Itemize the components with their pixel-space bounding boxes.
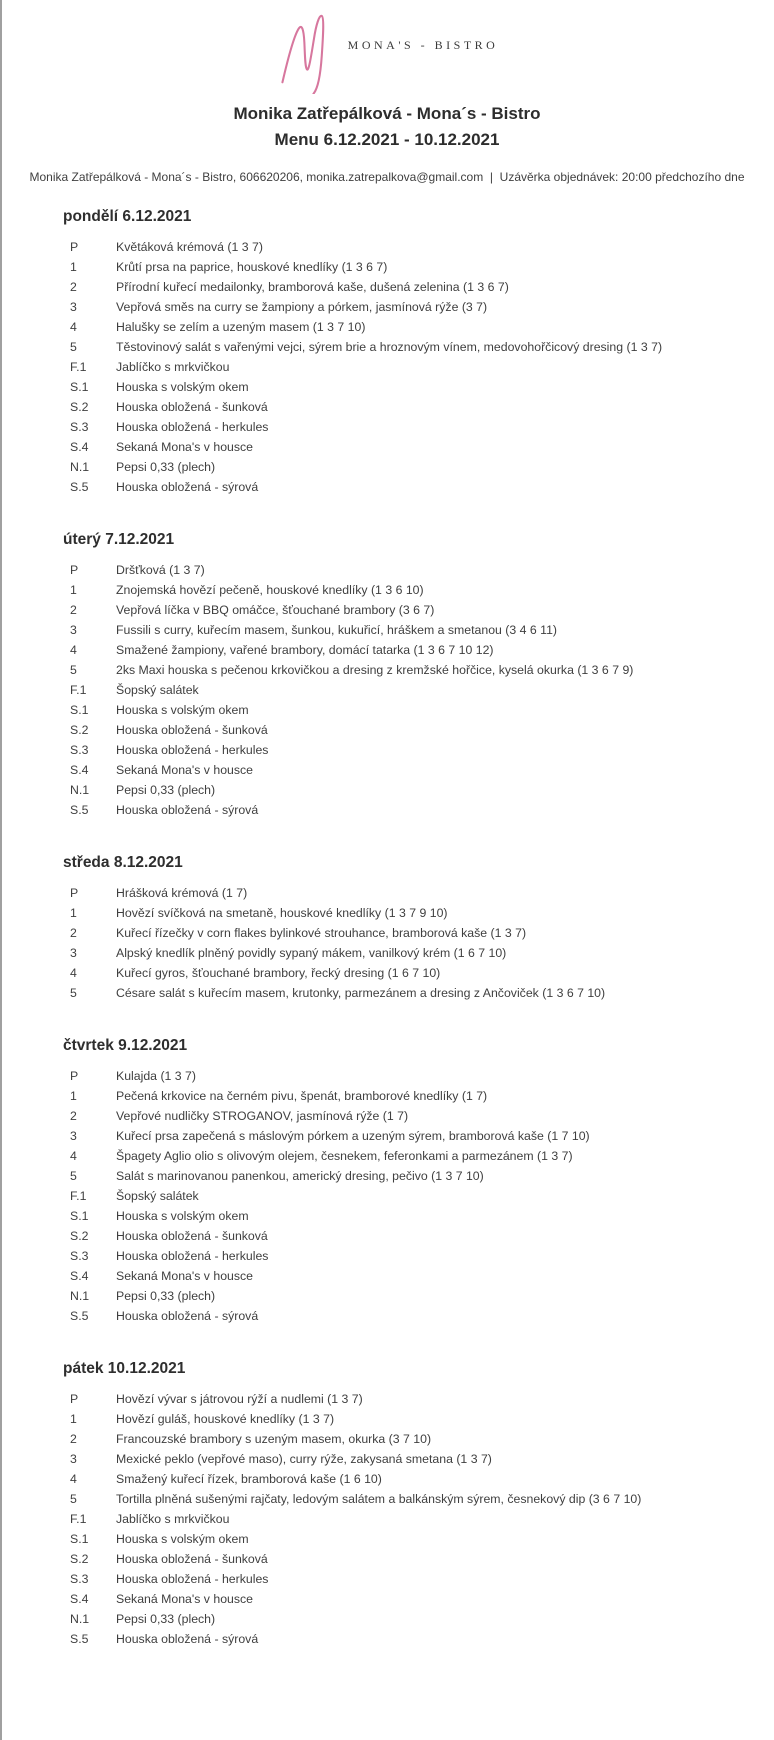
- row-code: S.3: [70, 1572, 89, 1586]
- day-section: [63, 531, 754, 820]
- row-item: Jablíčko s mrkvičkou: [116, 360, 230, 374]
- menu-row: [63, 1609, 754, 1629]
- menu-row: [63, 477, 754, 497]
- day-rows: [63, 237, 754, 497]
- row-item: Francouzské brambory s uzeným masem, okurka (3 7 10): [116, 1432, 432, 1446]
- day-header: pondělí 6.12.2021: [63, 208, 192, 225]
- row-code: N.1: [70, 783, 90, 797]
- row-code: 2: [70, 1432, 77, 1446]
- row-item: Fussili s curry, kuřecím masem, šunkou, kukuřicí, hráškem a smetanou (3 4 6 11): [116, 623, 558, 637]
- row-code: 1: [70, 1089, 77, 1103]
- row-code: S.1: [70, 1532, 89, 1546]
- row-code: S.3: [70, 1249, 89, 1263]
- menu-row: [63, 1629, 754, 1649]
- menu-row: [63, 760, 754, 780]
- menu-row: [63, 317, 754, 337]
- row-item: Vepřové nudličky STROGANOV, jasmínová rýže (1 7): [116, 1109, 409, 1123]
- menu-row: [63, 1306, 754, 1326]
- row-item: Houska obložená - sýrová: [116, 803, 259, 817]
- row-item: Krůtí prsa na paprice, houskové knedlíky (1 3 6 7): [116, 260, 388, 274]
- row-item: Sekaná Mona's v housce: [116, 1269, 254, 1283]
- row-code: 1: [70, 906, 77, 920]
- row-item: Pečená krkovice na černém pivu, špenát, bramborové knedlíky (1 7): [116, 1089, 488, 1103]
- menu-row: [63, 1126, 754, 1146]
- menu-row: [63, 1086, 754, 1106]
- menu-row: [63, 700, 754, 720]
- day-section: [63, 1037, 754, 1326]
- row-code: 5: [70, 1492, 77, 1506]
- day-rows: [63, 1389, 754, 1649]
- row-code: S.1: [70, 380, 89, 394]
- row-code: 4: [70, 643, 77, 657]
- menu-row: [63, 963, 754, 983]
- row-item: Kulajda (1 3 7): [116, 1069, 196, 1083]
- row-code: 3: [70, 946, 77, 960]
- row-code: S.2: [70, 1552, 89, 1566]
- row-code: 3: [70, 1129, 77, 1143]
- row-item: Houska obložená - herkules: [116, 1249, 269, 1263]
- day-header: středa 8.12.2021: [63, 854, 183, 871]
- row-item: Hovězí vývar s játrovou rýží a nudlemi (1 3 7): [116, 1392, 363, 1406]
- menu-row: [63, 277, 754, 297]
- menu-row: [63, 1166, 754, 1186]
- menu-row: [63, 1226, 754, 1246]
- row-item: Sekaná Mona's v housce: [116, 763, 254, 777]
- row-item: Hrášková krémová (1 7): [116, 886, 248, 900]
- row-code: S.2: [70, 723, 89, 737]
- row-code: 3: [70, 623, 77, 637]
- day-rows: [63, 1066, 754, 1326]
- row-code: F.1: [70, 683, 87, 697]
- menu-row: [63, 800, 754, 820]
- row-code: 5: [70, 663, 77, 677]
- menu-row: [63, 1469, 754, 1489]
- row-code: S.5: [70, 803, 89, 817]
- row-code: P: [70, 1392, 79, 1406]
- menu-row: [63, 1449, 754, 1469]
- row-item: Houska obložená - šunková: [116, 1229, 268, 1243]
- row-item: 2ks Maxi houska s pečenou krkovičkou a dresing z kremžské hořčice, kyselá okurka (1 3 6 7 9): [116, 663, 634, 677]
- menu-row: [63, 780, 754, 800]
- row-item: Jablíčko s mrkvičkou: [116, 1512, 230, 1526]
- row-item: Houska obložená - herkules: [116, 1572, 269, 1586]
- row-item: Sekaná Mona's v housce: [116, 440, 254, 454]
- row-code: S.1: [70, 1209, 89, 1223]
- menu-row: [63, 1246, 754, 1266]
- row-code: S.5: [70, 480, 89, 494]
- day-header: pátek 10.12.2021: [63, 1360, 186, 1377]
- row-item: Salát s marinovanou panenkou, americký dresing, pečivo (1 3 7 10): [116, 1169, 484, 1183]
- row-code: 1: [70, 1412, 77, 1426]
- menu-days: [0, 208, 774, 1649]
- row-item: Smažené žampiony, vařené brambory, domácí tatarka (1 3 6 7 10 12): [116, 643, 494, 657]
- row-item: Houska obložená - herkules: [116, 743, 269, 757]
- row-item: Mexické peklo (vepřové maso), curry rýže, zakysaná smetana (1 3 7): [116, 1452, 492, 1466]
- row-item: Houska obložená - šunková: [116, 1552, 268, 1566]
- day-header: čtvrtek 9.12.2021: [63, 1037, 188, 1054]
- row-item: Houska obložená - sýrová: [116, 1309, 259, 1323]
- row-code: S.4: [70, 763, 89, 777]
- menu-row: [63, 620, 754, 640]
- day-section: [63, 854, 754, 1003]
- menu-row: [63, 923, 754, 943]
- contact-line: Monika Zatřepálková - Mona´s - Bistro, 606620206, monika.zatrepalkova@gmail.com | Uzávěrka objednávek: 20:00 předchozího dne: [29, 170, 745, 184]
- menu-row: [63, 1569, 754, 1589]
- row-code: F.1: [70, 1512, 87, 1526]
- row-code: P: [70, 240, 79, 254]
- row-item: Houska obložená - šunková: [116, 400, 268, 414]
- row-item: Kuřecí řízečky v corn flakes bylinkové strouhance, bramborová kaše (1 3 7): [116, 926, 527, 940]
- row-item: Vepřová líčka v BBQ omáčce, šťouchané brambory (3 6 7): [116, 603, 435, 617]
- row-code: 3: [70, 1452, 77, 1466]
- menu-row: [63, 1146, 754, 1166]
- row-item: Pepsi 0,33 (plech): [116, 1289, 216, 1303]
- day-header: úterý 7.12.2021: [63, 531, 175, 548]
- row-item: Alpský knedlík plněný povidly sypaný mákem, vanilkový krém (1 6 7 10): [116, 946, 507, 960]
- row-item: Houska obložená - herkules: [116, 420, 269, 434]
- menu-row: [63, 660, 754, 680]
- menu-row: [63, 1529, 754, 1549]
- row-code: 5: [70, 1169, 77, 1183]
- day-rows: [63, 560, 754, 820]
- menu-row: [63, 640, 754, 660]
- row-item: Houska obložená - sýrová: [116, 1632, 259, 1646]
- row-item: Tortilla plněná sušenými rajčaty, ledovým salátem a balkánským sýrem, česnekový dip (3 6 7 10): [116, 1492, 642, 1506]
- row-item: Houska obložená - sýrová: [116, 480, 259, 494]
- row-code: 4: [70, 966, 77, 980]
- row-code: S.4: [70, 1592, 89, 1606]
- row-code: S.3: [70, 743, 89, 757]
- menu-row: [63, 1389, 754, 1409]
- row-code: N.1: [70, 460, 90, 474]
- row-code: P: [70, 563, 79, 577]
- row-item: Kuřecí prsa zapečená s máslovým pórkem a uzeným sýrem, bramborová kaše (1 7 10): [116, 1129, 590, 1143]
- menu-row: [63, 337, 754, 357]
- row-item: Znojemská hovězí pečeně, houskové knedlíky (1 3 6 10): [116, 583, 424, 597]
- menu-row: [63, 257, 754, 277]
- row-code: 5: [70, 340, 77, 354]
- row-code: S.4: [70, 1269, 89, 1283]
- menu-row: [63, 1509, 754, 1529]
- menu-row: [63, 1266, 754, 1286]
- row-item: Květáková krémová (1 3 7): [116, 240, 263, 254]
- menu-row: [63, 297, 754, 317]
- menu-row: [63, 903, 754, 923]
- row-item: Hovězí svíčková na smetaně, houskové knedlíky (1 3 7 9 10): [116, 906, 448, 920]
- row-code: 4: [70, 1472, 77, 1486]
- row-code: P: [70, 1069, 79, 1083]
- row-code: 4: [70, 1149, 77, 1163]
- row-code: S.2: [70, 400, 89, 414]
- row-code: F.1: [70, 1189, 87, 1203]
- row-code: 2: [70, 1109, 77, 1123]
- row-item: Přírodní kuřecí medailonky, bramborová kaše, dušená zelenina (1 3 6 7): [116, 280, 509, 294]
- row-code: S.4: [70, 440, 89, 454]
- day-section: [63, 208, 754, 497]
- row-item: Houska obložená - šunková: [116, 723, 268, 737]
- menu-row: [63, 740, 754, 760]
- menu-date-range: Menu 6.12.2021 - 10.12.2021: [274, 130, 500, 149]
- row-item: Pepsi 0,33 (plech): [116, 783, 216, 797]
- menu-row: [63, 1286, 754, 1306]
- menu-row: [63, 1206, 754, 1226]
- row-code: 1: [70, 260, 77, 274]
- day-rows: [63, 883, 754, 1003]
- row-item: Houska s volským okem: [116, 1532, 249, 1546]
- row-item: Césare salát s kuřecím masem, krutonky, parmezánem a dresing z Ančoviček (1 3 6 7 10): [116, 986, 606, 1000]
- menu-row: [63, 1106, 754, 1126]
- menu-row: [63, 983, 754, 1003]
- menu-row: [63, 1429, 754, 1449]
- row-code: S.3: [70, 420, 89, 434]
- row-code: 2: [70, 280, 77, 294]
- menu-row: [63, 1589, 754, 1609]
- row-code: S.1: [70, 703, 89, 717]
- row-code: 5: [70, 986, 77, 1000]
- row-item: Halušky se zelím a uzeným masem (1 3 7 10): [116, 320, 366, 334]
- row-item: Houska s volským okem: [116, 1209, 249, 1223]
- row-item: Kuřecí gyros, šťouchané brambory, řecký dresing (1 6 7 10): [116, 966, 441, 980]
- menu-row: [63, 943, 754, 963]
- row-item: Šopský salátek: [116, 1189, 199, 1203]
- row-code: 3: [70, 300, 77, 314]
- menu-row: [63, 1549, 754, 1569]
- logo-wordmark: MONA'S - BISTRO: [347, 37, 499, 52]
- menu-row: [63, 720, 754, 740]
- row-code: P: [70, 886, 79, 900]
- row-code: S.5: [70, 1632, 89, 1646]
- menu-row: [63, 1489, 754, 1509]
- menu-row: [63, 1066, 754, 1086]
- row-code: N.1: [70, 1612, 90, 1626]
- row-code: N.1: [70, 1289, 90, 1303]
- menu-row: [63, 377, 754, 397]
- row-code: 2: [70, 603, 77, 617]
- menu-row: [63, 560, 754, 580]
- row-item: Pepsi 0,33 (plech): [116, 460, 216, 474]
- row-item: Dršťková (1 3 7): [116, 563, 205, 577]
- row-item: Pepsi 0,33 (plech): [116, 1612, 216, 1626]
- page-title: Monika Zatřepálková - Mona´s - Bistro: [233, 104, 541, 123]
- menu-row: [63, 600, 754, 620]
- row-code: 4: [70, 320, 77, 334]
- row-code: 2: [70, 926, 77, 940]
- menu-row: [63, 237, 754, 257]
- day-section: [63, 1360, 754, 1649]
- row-item: Houska s volským okem: [116, 703, 249, 717]
- row-code: F.1: [70, 360, 87, 374]
- row-code: 1: [70, 583, 77, 597]
- menu-row: [63, 680, 754, 700]
- menu-row: [63, 457, 754, 477]
- menu-row: [63, 357, 754, 377]
- menu-row: [63, 580, 754, 600]
- menu-row: [63, 437, 754, 457]
- monas-m-logo-icon: [276, 10, 334, 94]
- menu-row: [63, 417, 754, 437]
- row-item: Sekaná Mona's v housce: [116, 1592, 254, 1606]
- row-item: Vepřová směs na curry se žampiony a pórkem, jasmínová rýže (3 7): [116, 300, 488, 314]
- row-item: Houska s volským okem: [116, 380, 249, 394]
- page-left-border: [0, 0, 2, 1740]
- header-logo: [0, 10, 774, 94]
- menu-row: [63, 883, 754, 903]
- row-item: Těstovinový salát s vařenými vejci, sýrem brie a hroznovým vínem, medovohořčicový dresing (1 3 7): [116, 340, 663, 354]
- menu-row: [63, 1186, 754, 1206]
- row-item: Šopský salátek: [116, 683, 199, 697]
- row-code: S.2: [70, 1229, 89, 1243]
- row-code: S.5: [70, 1309, 89, 1323]
- row-item: Smažený kuřecí řízek, bramborová kaše (1 6 10): [116, 1472, 382, 1486]
- menu-row: [63, 1409, 754, 1429]
- row-item: Hovězí guláš, houskové knedlíky (1 3 7): [116, 1412, 335, 1426]
- row-item: Špagety Aglio olio s olivovým olejem, česnekem, feferonkami a parmezánem (1 3 7): [116, 1149, 573, 1163]
- menu-row: [63, 397, 754, 417]
